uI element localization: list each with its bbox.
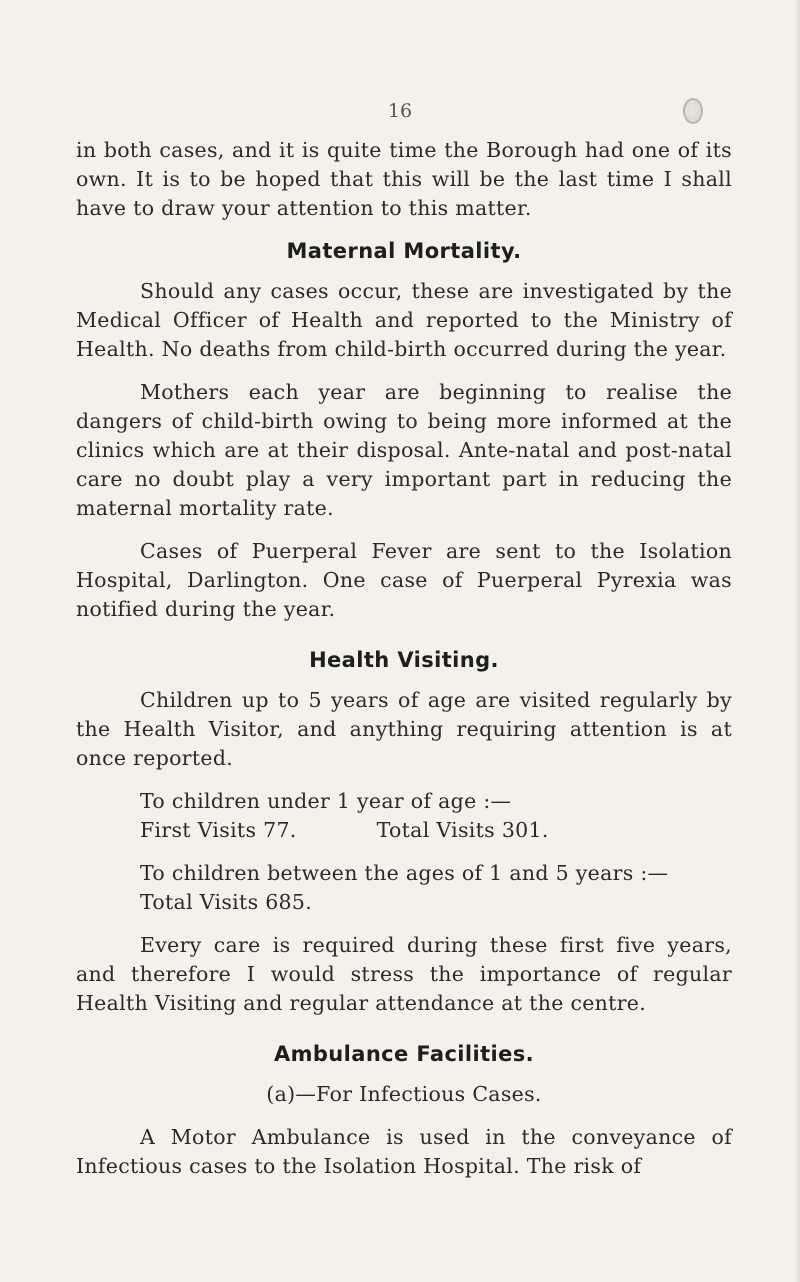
under-one-intro: To children under 1 year of age :— (140, 789, 512, 813)
maternal-mortality-paragraph-2: Mothers each year are beginning to realise the dangers of child-birth owing to being more informed at the clinics which are at their disposal. Ante-natal and post-natal care no doubt play a very important part in reducing the maternal mortality rate. (76, 380, 732, 520)
ambulance-paragraph: A Motor Ambulance is used in the conveyance of Infectious cases to the Isolation Hospital. The risk of (76, 1125, 732, 1178)
page-edge-shadow (794, 0, 800, 1282)
intro-paragraph: in both cases, and it is quite time the Borough had one of its own. It is to be hoped that this will be the last time I shall have to draw your attention to this matter. (76, 138, 732, 220)
punch-hole-mark (683, 98, 703, 124)
under-one-total-visits: Total Visits 301. (376, 818, 549, 842)
page-content (76, 136, 732, 1181)
page-number: 16 (387, 100, 413, 122)
infectious-cases-subheading: (a)—For Infectious Cases. (266, 1082, 542, 1106)
health-visiting-paragraph-2: Every care is required during these first five years, and therefore I would stress the importance of regular Health Visiting and regular attendance at the centre. (76, 933, 732, 1015)
health-visiting-heading: Health Visiting. (309, 648, 499, 672)
maternal-mortality-paragraph-3: Cases of Puerperal Fever are sent to the Isolation Hospital, Darlington. One case of Puerperal Pyrexia was notified during the year. (76, 539, 732, 621)
under-one-visits (76, 816, 732, 845)
one-to-five-total-visits: Total Visits 685. (140, 890, 313, 914)
ambulance-facilities-heading: Ambulance Facilities. (273, 1042, 535, 1066)
under-one-first-visits: First Visits 77. (140, 818, 297, 842)
maternal-mortality-heading: Maternal Mortality. (286, 239, 522, 263)
maternal-mortality-paragraph-1: Should any cases occur, these are investigated by the Medical Officer of Health and reported to the Ministry of Health. No deaths from child-birth occurred during the year. (76, 279, 732, 361)
one-to-five-intro: To children between the ages of 1 and 5 years :— (140, 861, 669, 885)
health-visiting-paragraph-1: Children up to 5 years of age are visited regularly by the Health Visitor, and anything requiring attention is at once reported. (76, 688, 732, 770)
